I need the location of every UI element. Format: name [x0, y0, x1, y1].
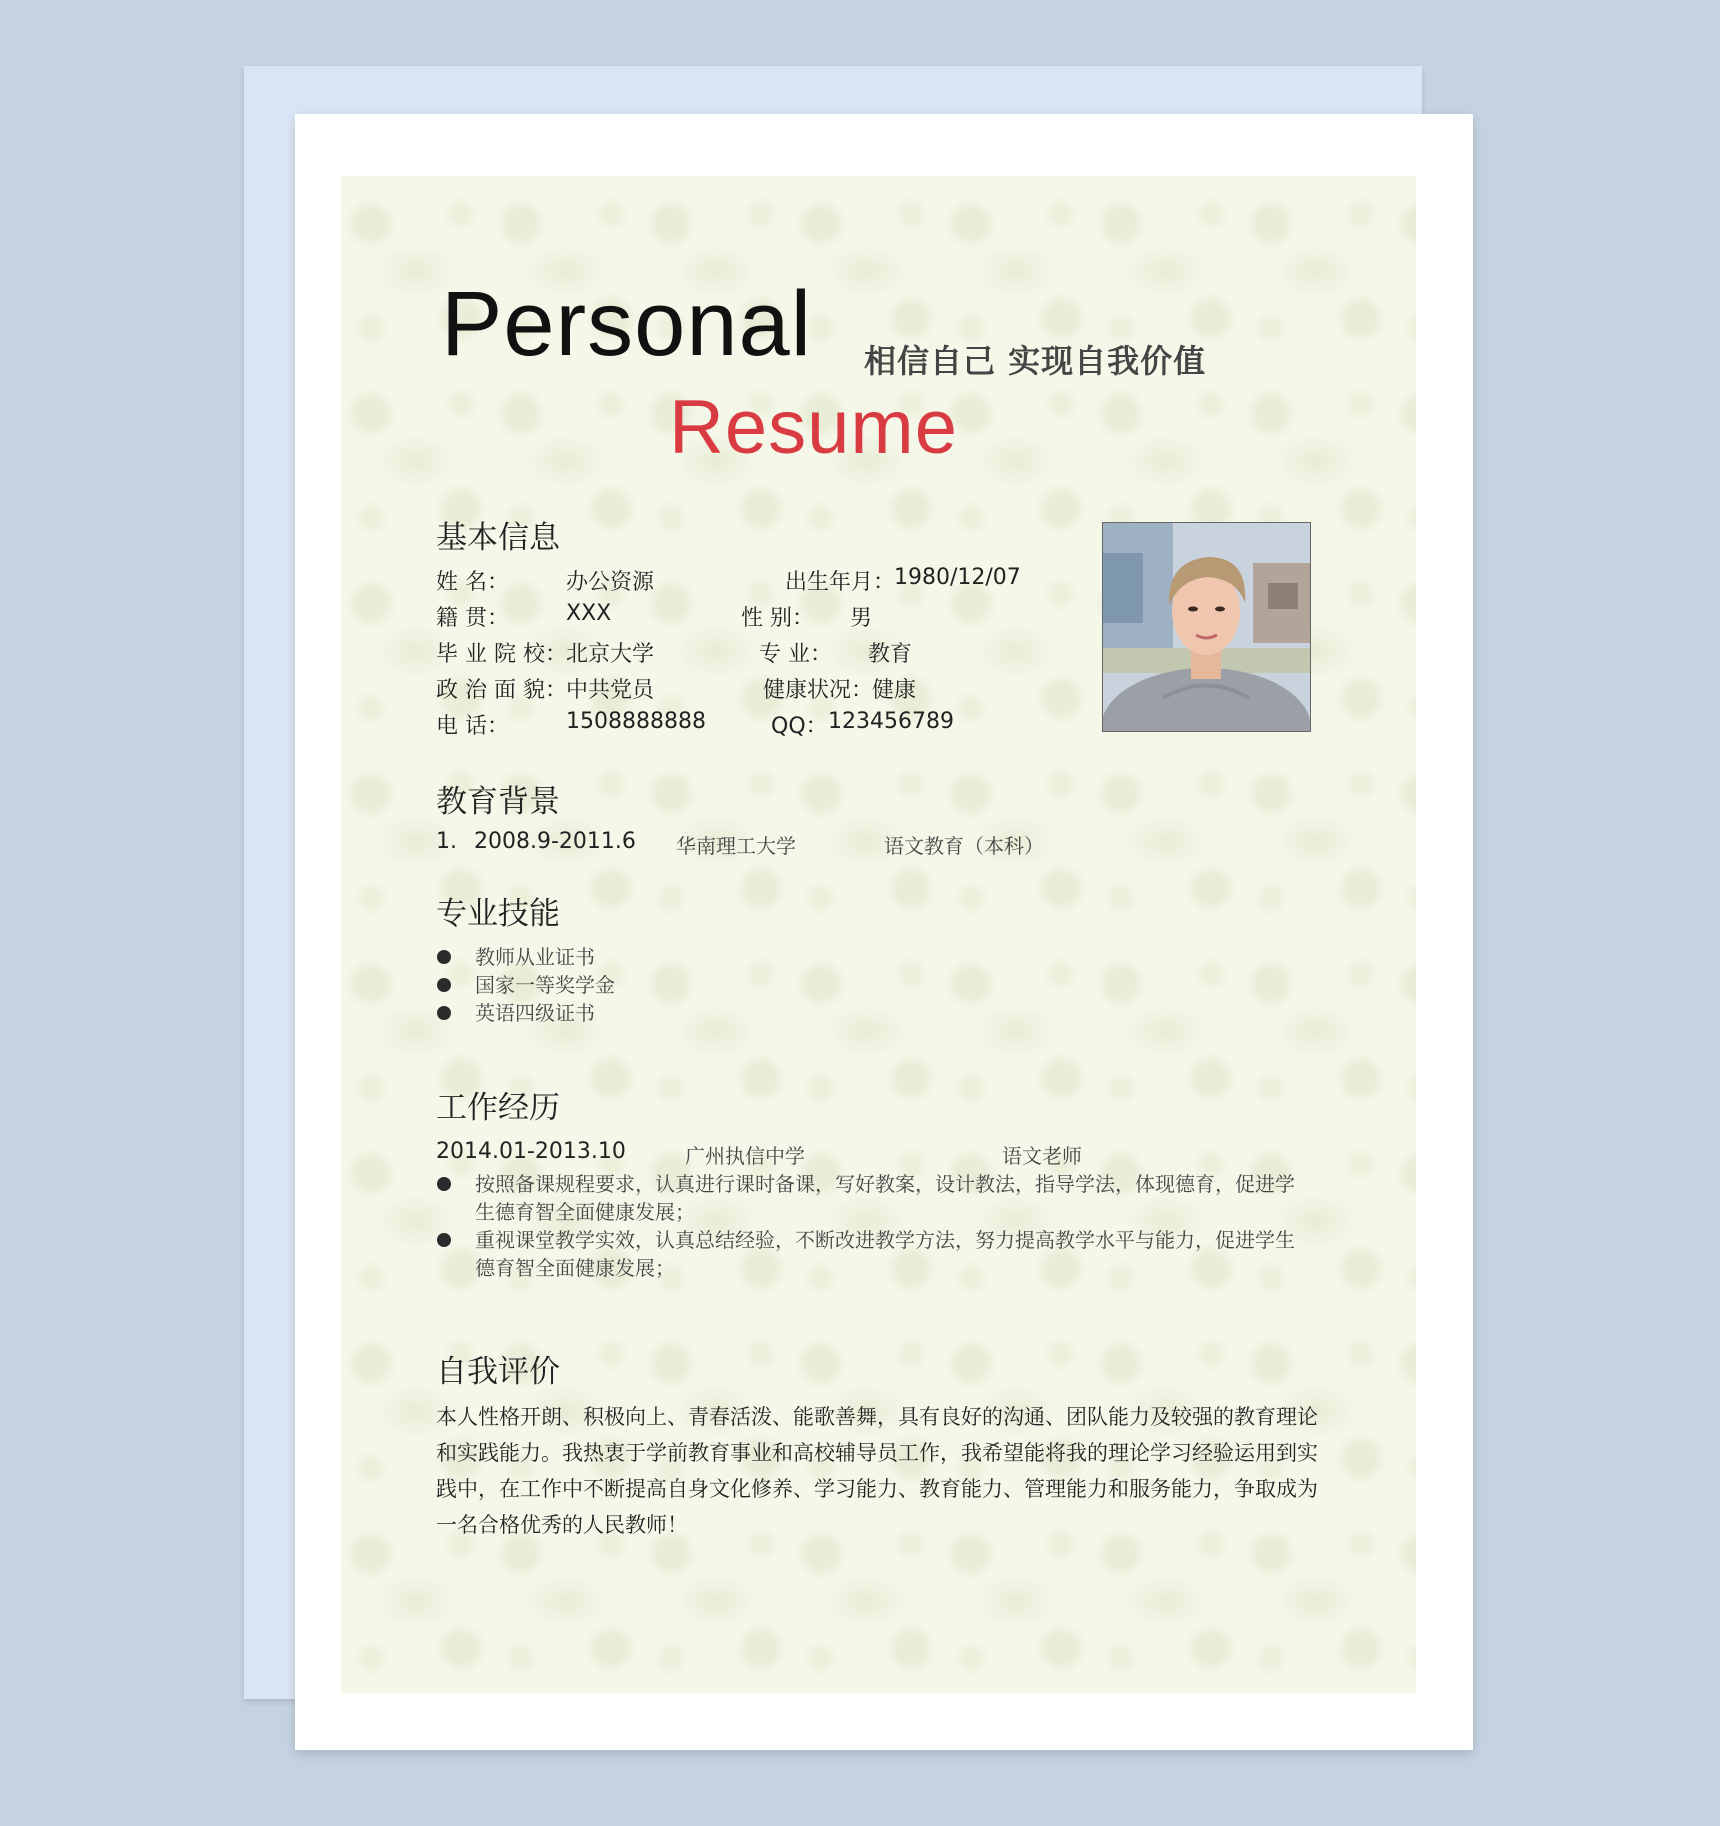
profile-photo: [1102, 522, 1311, 732]
resume-page: [295, 114, 1473, 1750]
title-personal: Personal: [441, 273, 813, 375]
list-item: [436, 1170, 1296, 1226]
origin-label: 籍 贯：: [436, 606, 509, 631]
education-row: [436, 829, 1136, 859]
qq-value: 123456789: [828, 709, 954, 734]
info-row-name: [436, 565, 1056, 595]
bullet-icon: [437, 1006, 451, 1020]
bullet-icon: [437, 1233, 451, 1247]
portrait-image: [1103, 523, 1310, 731]
major-value: 教育: [868, 642, 913, 667]
school-value: 北京大学: [566, 642, 655, 667]
education-school: 华南理工大学: [676, 834, 796, 858]
list-item: [436, 1226, 1296, 1282]
education-period: 2008.9-2011.6: [474, 829, 636, 854]
work-period: 2014.01-2013.10: [436, 1139, 626, 1164]
gender-value: 男: [850, 606, 873, 631]
bullet-icon: [437, 1177, 451, 1191]
title-resume: Resume: [669, 385, 958, 470]
qq-label: QQ：: [771, 714, 828, 739]
self-eval-text: 本人性格开朗、积极向上、青春活泼、能歌善舞，具有良好的沟通、团队能力及较强的教育理论和实践能力。我热衷于学前教育事业和高校辅导员工作，我希望能将我的理论学习经验运用到实践中，在工作中不断提高自身文化修养、学习能力、教育能力、管理能力和服务能力，争取成为一名合格优秀的人民教师！: [436, 1405, 1318, 1537]
name-label: 姓 名：: [436, 570, 509, 595]
info-row-politics: [436, 673, 1056, 703]
work-duties-list: [436, 1170, 1296, 1282]
list-item: [436, 943, 615, 971]
basic-info-heading: 基本信息: [436, 520, 560, 556]
duty-text: 重视课堂教学实效，认真总结经验，不断改进教学方法，努力提高教学水平与能力，促进学生德育智全面健康发展；: [475, 1228, 1295, 1280]
work-company: 广州执信中学: [685, 1144, 805, 1168]
major-label: 专 业：: [759, 642, 832, 667]
health-label: 健康状况：: [763, 678, 874, 703]
origin-value: XXX: [566, 601, 612, 626]
education-index: 1.: [436, 829, 457, 854]
info-row-origin: [436, 601, 1056, 631]
info-row-school: [436, 637, 1056, 667]
birth-value: 1980/12/07: [894, 565, 1021, 590]
birth-label: 出生年月：: [785, 570, 896, 595]
phone-label: 电 话：: [436, 714, 509, 739]
gender-label: 性 别：: [741, 606, 814, 631]
duty-text: 按照备课规程要求，认真进行课时备课，写好教案，设计教法，指导学法，体现德育，促进学生德育智全面健康发展；: [475, 1172, 1295, 1224]
education-major: 语文教育（本科）: [884, 834, 1044, 858]
work-row: [436, 1139, 1136, 1169]
list-item: [436, 999, 615, 1027]
work-heading: 工作经历: [436, 1090, 560, 1126]
bullet-icon: [437, 950, 451, 964]
skills-list: [436, 943, 615, 1027]
school-label: 毕 业 院 校：: [436, 642, 567, 667]
education-heading: 教育背景: [436, 784, 560, 820]
name-value: 办公资源: [566, 570, 655, 595]
slogan: 相信自己 实现自我价值: [864, 342, 1207, 380]
phone-value: 1508888888: [566, 709, 706, 734]
resume-content: [341, 176, 1416, 1693]
skill-text: 国家一等奖学金: [475, 973, 615, 997]
info-row-phone: [436, 709, 1056, 739]
bullet-icon: [437, 978, 451, 992]
politics-value: 中共党员: [566, 678, 655, 703]
work-position: 语文老师: [1002, 1144, 1082, 1168]
health-value: 健康: [872, 678, 917, 703]
politics-label: 政 治 面 貌：: [436, 678, 567, 703]
list-item: [436, 971, 615, 999]
skill-text: 英语四级证书: [475, 1001, 595, 1025]
skill-text: 教师从业证书: [475, 945, 595, 969]
self-eval-heading: 自我评价: [436, 1354, 560, 1390]
skills-heading: 专业技能: [436, 896, 560, 932]
